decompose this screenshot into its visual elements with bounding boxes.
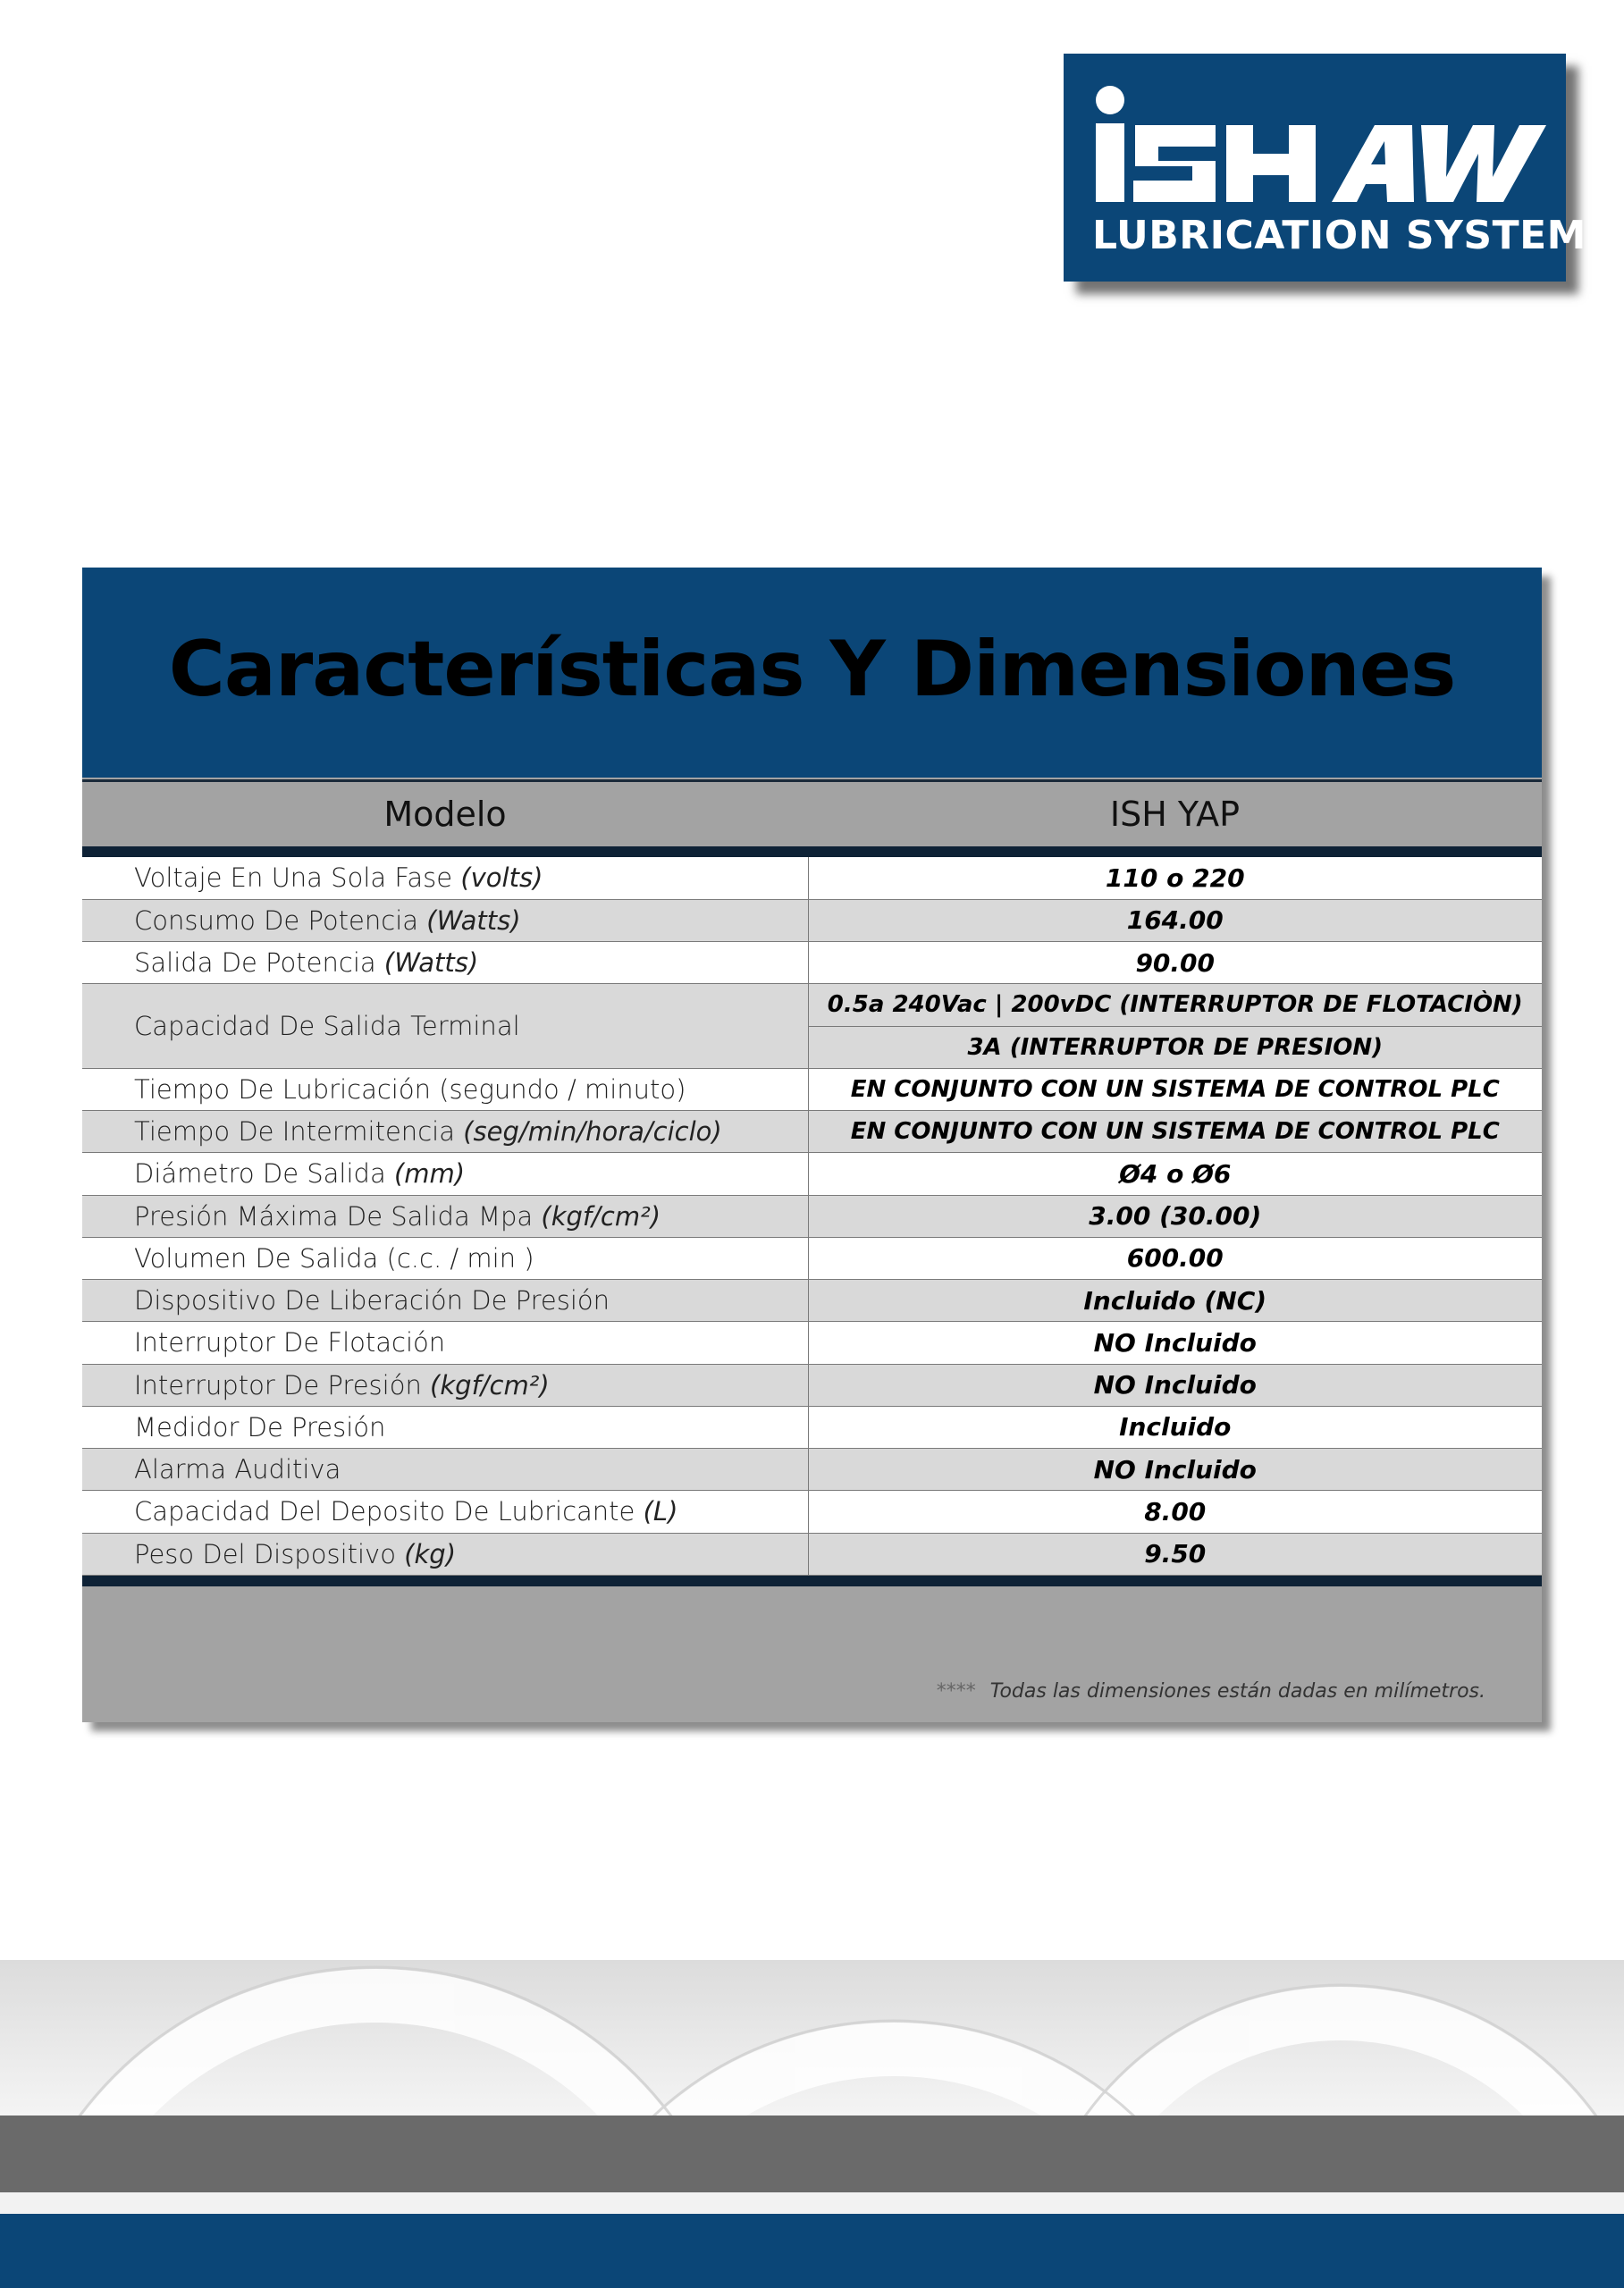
- divider: [82, 1576, 1542, 1586]
- row-value: 3.00 (30.00): [808, 1195, 1542, 1237]
- row-value: 90.00: [808, 942, 1542, 984]
- row-label: Dispositivo De Liberación De Presión: [82, 1280, 808, 1322]
- row-label: Peso Del Dispositivo (kg): [82, 1533, 808, 1576]
- row-value: 110 o 220: [808, 857, 1542, 899]
- row-value: 164.00: [808, 899, 1542, 941]
- row-label: Salida De Potencia (Watts): [82, 942, 808, 984]
- table-row: [82, 1111, 1542, 1153]
- row-label: Diámetro De Salida (mm): [82, 1153, 808, 1195]
- table-row: [82, 1406, 1542, 1448]
- model-value: ISH YAP: [1109, 795, 1241, 834]
- footer-blue-band: [0, 2214, 1624, 2288]
- table-row: [82, 1533, 1542, 1576]
- row-label: Voltaje En Una Sola Fase (volts): [82, 857, 808, 899]
- model-label: Modelo: [383, 795, 507, 834]
- row-label: Medidor De Presión: [82, 1406, 808, 1448]
- row-label: Tiempo De Intermitencia (seg/min/hora/ciclo): [82, 1111, 808, 1153]
- row-value: NO Incluido: [808, 1364, 1542, 1406]
- table-row: [82, 1491, 1542, 1533]
- row-label: Alarma Auditiva: [82, 1449, 808, 1491]
- row-label: Capacidad Del Deposito De Lubricante (L): [82, 1491, 808, 1533]
- decorative-arcs: [0, 1960, 1624, 2116]
- table-row: [82, 1195, 1542, 1237]
- row-value: Incluido: [808, 1406, 1542, 1448]
- table-header: [82, 779, 1542, 846]
- row-value: NO Incluido: [808, 1449, 1542, 1491]
- table-row: [82, 1153, 1542, 1195]
- table-row: [82, 984, 1542, 1026]
- table-row: [82, 857, 1542, 899]
- brand-tagline: LUBRICATION SYSTEM: [1092, 213, 1586, 258]
- row-label: Presión Máxima De Salida Mpa (kgf/cm²): [82, 1195, 808, 1237]
- row-value: Ø4 o Ø6: [808, 1153, 1542, 1195]
- footnote: **** Todas las dimensiones están dadas en milímetros.: [936, 1680, 1485, 1703]
- row-value: NO Incluido: [808, 1322, 1542, 1364]
- brand-logo: [1064, 54, 1586, 282]
- table-row: [82, 1280, 1542, 1322]
- table-row: [82, 1237, 1542, 1279]
- row-label: Consumo De Potencia (Watts): [82, 899, 808, 941]
- page-title: Características Y Dimensiones: [168, 625, 1456, 714]
- row-value: EN CONJUNTO CON UN SISTEMA DE CONTROL PLC: [808, 1068, 1542, 1110]
- row-label: Interruptor De Flotación: [82, 1322, 808, 1364]
- title-band: [82, 568, 1542, 778]
- table-row: [82, 1068, 1542, 1110]
- specs-table: [82, 857, 1542, 1576]
- row-label: Capacidad De Salida Terminal: [82, 984, 808, 1069]
- row-label: Interruptor De Presión (kgf/cm²): [82, 1364, 808, 1406]
- row-value: 8.00: [808, 1491, 1542, 1533]
- divider: [82, 846, 1542, 857]
- row-label: Volumen De Salida (c.c. / min ): [82, 1237, 808, 1279]
- table-row: [82, 1322, 1542, 1364]
- row-value: 600.00: [808, 1237, 1542, 1279]
- table-row: [82, 1449, 1542, 1491]
- table-row: [82, 899, 1542, 941]
- row-value: EN CONJUNTO CON UN SISTEMA DE CONTROL PLC: [808, 1111, 1542, 1153]
- footer-gap: [0, 2192, 1624, 2214]
- row-value-secondary: 3A (INTERRUPTOR DE PRESION): [808, 1026, 1542, 1068]
- row-label: Tiempo De Lubricación (segundo / minuto): [82, 1068, 808, 1110]
- row-value: 0.5a 240Vac | 200vDC (INTERRUPTOR DE FLOTACIÒN): [808, 984, 1542, 1026]
- row-value: Incluido (NC): [808, 1280, 1542, 1322]
- row-value: 9.50: [808, 1533, 1542, 1576]
- table-row: [82, 942, 1542, 984]
- footer-grey-band: [0, 2116, 1624, 2192]
- decorative-background: [0, 1960, 1624, 2116]
- specs-card: [82, 568, 1542, 1722]
- table-row: [82, 1364, 1542, 1406]
